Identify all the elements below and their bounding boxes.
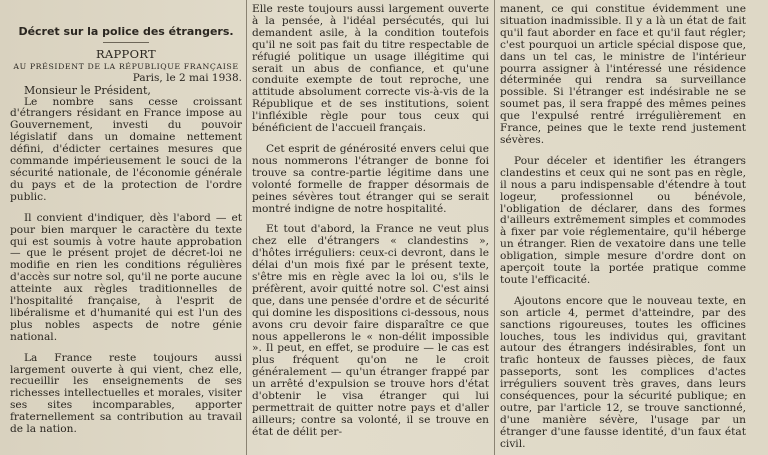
column-middle — [252, 0, 489, 455]
paragraph: Le nombre sans cesse croissant d'étrangers résidant en France impose au Gouvernement, investi du pouvoir législatif dans un domaine nettement défini, d'édicter certaines mesures que commande impérieusement le souci de la sécurité nationale, de l'économie générale du pays et de la protection de l'ordre public. — [10, 95, 242, 203]
column-rule — [494, 0, 495, 455]
paragraph: Cet esprit de générosité envers celui que nous nommerons l'étranger de bonne foi trouve sa contre-partie légitime dans une volonté formelle de frapper désormais de peines sévères tout étranger qui se serait montré indigne de notre hospitalité. — [252, 142, 489, 215]
addressee-line: AU PRÉSIDENT DE LA RÉPUBLIQUE FRANÇAISE — [13, 61, 239, 71]
paragraph: Et tout d'abord, la France ne veut plus chez elle d'étrangers « clandestins », d'hôtes irréguliers: ceux-ci devront, dans le délai d'un mois fixé par le présent texte, s'être mis en règle avec la loi ou, s'ils le préfèrent, avoir quitté notre sol. C'est ainsi que, dans une pensée d'ordre et de sécurité qui domine les dispositions ci-dessous, nous avons cru devoir faire disparaître ce que nous appellerons le « non-délit impossible ». Il peut, en effet, se produire — le cas est plus fréquent qu'on ne le croit généralement — qu'un étranger frappé par un arrêté d'expulsion se trouve hors d'état d'obtenir le visa étranger qui lui permettrait de quitter notre pays et d'aller ailleurs; contre sa volonté, il se trouve en état de délit per- — [252, 223, 489, 438]
decree-title: Décret sur la police des étrangers. — [18, 25, 234, 38]
paragraph: manent, ce qui constitue évidemment une situation inadmissible. Il y a là un état de fait qu'il faut aborder en face et qu'il faut régler; c'est pourquoi un article spécial dispose que, dans un tel cas, le ministre de l'intérieur pourra assigner à l'intéressé une résidence déterminée qui rendra sa surveillance possible. Si l'étranger est indésirable ne se soumet pas, il sera frappé des mêmes peines que l'expulsé rentré irrégulièrement en France, peines que le texte rend justement sévères. — [500, 3, 746, 146]
column-rule — [246, 0, 247, 455]
column-left — [10, 0, 242, 455]
salutation: Monsieur le Président, — [24, 83, 151, 97]
paragraph: Ajoutons encore que le nouveau texte, en son article 4, permet d'atteindre, par des sanctions rigoureuses, toutes les officines louches, tous les individus qui, gravitant autour des étrangers indésirables, font un trafic honteux de fausses pièces, de faux passeports, sont les complices d'actes irréguliers souvent très graves, dans leurs conséquences, pour la sécurité publique; en outre, par l'article 12, se trouve sanctionné, d'une manière sévère, l'usage par un étranger d'une fausse identité, d'un faux état civil. — [500, 294, 746, 450]
paragraph: La France reste toujours aussi largement ouverte à qui vient, chez elle, recueillir les enseignements de ses richesses intellectuelles et morales, visiter ses sites incomparables, apporter fraternellement sa contribution au travail de la nation. — [10, 351, 242, 436]
paragraph: Pour déceler et identifier les étrangers clandestins et ceux qui ne sont pas en règle, il nous a paru indispensable d'étendre à tout logeur, professionnel ou bénévole, l'obligation de déclarer, dans des formes d'ailleurs extrêmement simples et commodes à fixer par voie réglementaire, qu'il héberge un étranger. Rien de vexatoire dans une telle obligation, simple mesure d'ordre dont on aperçoit toute la portée pratique comme toute l'efficacité. — [500, 154, 746, 286]
separator — [103, 42, 149, 43]
column-right — [500, 0, 746, 455]
dateline: Paris, le 2 mai 1938. — [132, 71, 242, 84]
section-heading: RAPPORT — [95, 46, 157, 61]
paragraph: Il convient d'indiquer, dès l'abord — et pour bien marquer le caractère du texte qui est soumis à votre haute approbation — que le présent projet de décret-loi ne modifie en rien les conditions régulières d'accès sur notre sol, qu'il ne porte aucune atteinte aux règles traditionnelles de l'hospitalité française, à l'esprit de libéralisme et d'humanité qui est l'un des plus nobles aspects de notre génie national. — [10, 211, 242, 343]
paragraph: Elle reste toujours aussi largement ouverte à la pensée, à l'idéal persécutés, qui lui demandent asile, à la condition toutefois qu'il ne soit pas fait du titre respectable de réfugié politique un usage illégitime qui serait un abus de confiance, et qu'une conduite exempte de tout reproche, une attitude absolument correcte vis-à-vis de la République et de ses institutions, soient l'infléxible règle pour tous ceux qui bénéficient de l'accueil français. — [252, 3, 489, 135]
